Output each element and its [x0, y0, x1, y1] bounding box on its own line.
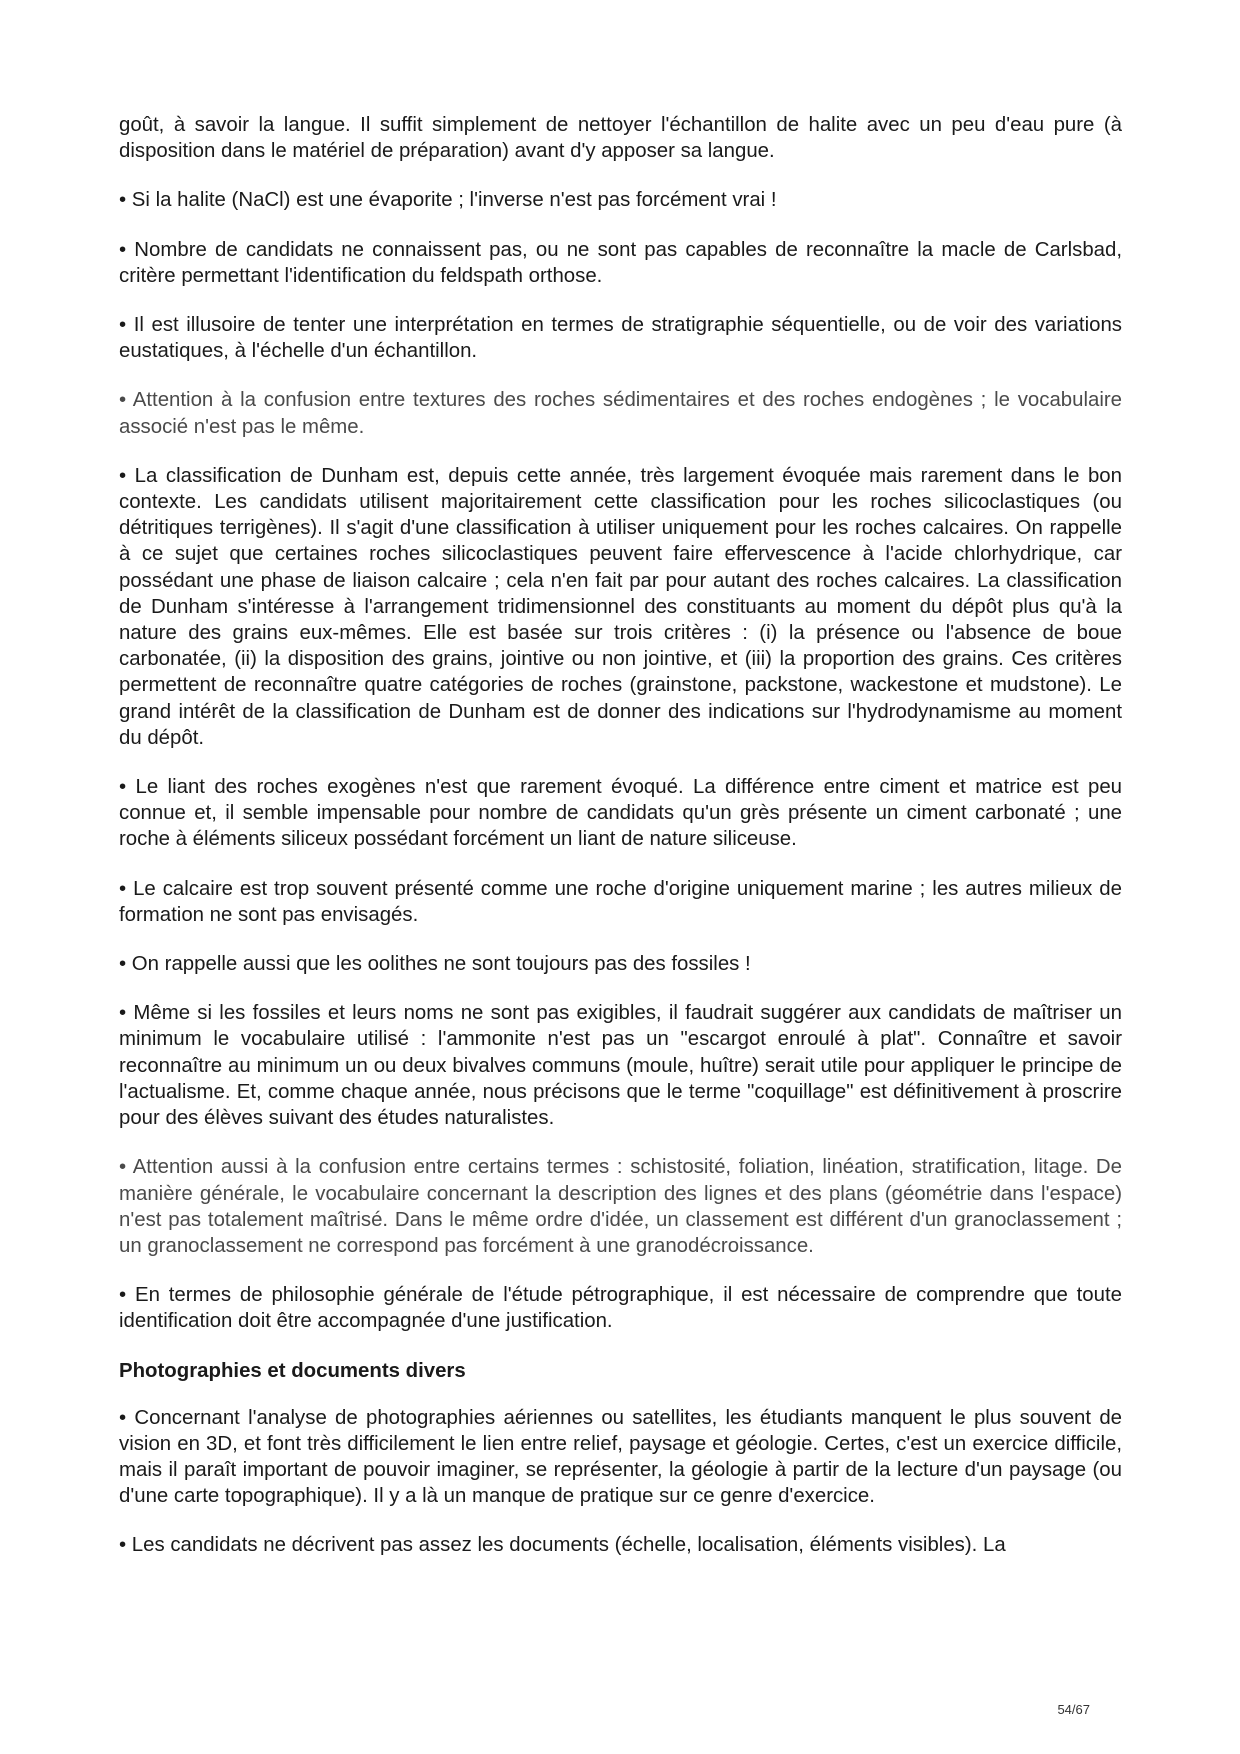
- paragraph-justification: • En termes de philosophie générale de l'étude pétrographique, il est nécessaire de comprendre que toute identification doit être accompagnée d'une justification.: [119, 1284, 1122, 1333]
- paragraph-document-description: • Les candidats ne décrivent pas assez les documents (échelle, localisation, éléments visibles). La: [119, 1534, 1006, 1557]
- paragraph-sequence-stratigraphy: • Il est illusoire de tenter une interprétation en termes de stratigraphie séquentielle, ou de voir des variations eustatiques, à l'échelle d'un échantillon.: [119, 314, 1122, 363]
- paragraph-exogenous-binder: • Le liant des roches exogènes n'est que rarement évoqué. La différence entre ciment et matrice est peu connue et, il semble impensable pour nombre de candidats qu'un grès présente un ciment carbonaté ; une roche à éléments siliceux possédant forcément un liant de nature siliceuse.: [119, 776, 1122, 851]
- document-page: [119, 112, 1122, 1582]
- paragraph-fossils-vocabulary: • Même si les fossiles et leurs noms ne sont pas exigibles, il faudrait suggérer aux candidats de maîtriser un minimum le vocabulaire utilisé : l'ammonite n'est pas un "escargot enroulé à plat". Connaître et savoir reconnaître au minimum un ou deux bivalves communs (moule, huître) serait utile pour appliquer le principe de l'actualisme. Et, comme chaque année, nous précisons que le terme "coquillage" est définitivement à proscrire pour des élèves suivant des études naturalistes.: [119, 1002, 1122, 1130]
- paragraph-halite-evaporite: • Si la halite (NaCl) est une évaporite ; l'inverse n'est pas forcément vrai !: [119, 189, 777, 212]
- paragraph-terms-confusion: • Attention aussi à la confusion entre certains termes : schistosité, foliation, linéation, stratification, litage. De manière générale, le vocabulaire concernant la description des lignes et des plans (géométrie dans l'espace) n'est pas totalement maîtrisé. Dans le même ordre d'idée, un classement est différent d'un granoclassement ; un granoclassement ne correspond pas forcément à une granodécroissance.: [119, 1156, 1122, 1257]
- paragraph-aerial-photographs: • Concernant l'analyse de photographies aériennes ou satellites, les étudiants manquent le plus souvent de vision en 3D, et font très difficilement le lien entre relief, paysage et géologie. Certes, c'est un exercice difficile, mais il paraît important de pouvoir imaginer, se représenter, la géologie à partir de la lecture d'un paysage (ou d'une carte topographique). Il y a là un manque de pratique sur ce genre d'exercice.: [119, 1406, 1122, 1508]
- paragraph-texture-confusion: • Attention à la confusion entre textures des roches sédimentaires et des roches endogènes ; le vocabulaire associé n'est pas le même.: [119, 389, 1122, 438]
- page-number: 54/67: [1057, 1702, 1090, 1717]
- paragraph-carlsbad-twin: • Nombre de candidats ne connaissent pas, ou ne sont pas capables de reconnaître la macle de Carlsbad, critère permettant l'identification du feldspath orthose.: [119, 238, 1122, 287]
- paragraph-dunham-classification: • La classification de Dunham est, depuis cette année, très largement évoquée mais rarement dans le bon contexte. Les candidats utilisent majoritairement cette classification pour les roches silicoclastiques (ou détritiques terrigènes). Il s'agit d'une classification à utiliser uniquement pour les roches calcaires. On rappelle à ce sujet que certaines roches silicoclastiques peuvent faire effervescence à l'acide chlorhydrique, car possédant une phase de liaison calcaire ; cela n'en fait par pour autant des roches calcaires. La classification de Dunham s'intéresse à l'arrangement tridimensionnel des constituants au moment du dépôt plus qu'à la nature des grains eux-mêmes. Elle est basée sur trois critères : (i) la présence ou l'absence de boue carbonatée, (ii) la disposition des grains, jointive ou non jointive, et (iii) la proportion des grains. Ces critères permettent de reconnaître quatre catégories de roches (grainstone, packstone, wackestone et mudstone). Le grand intérêt de la classification de Dunham est de donner des indications sur l'hydrodynamisme au moment du dépôt.: [119, 464, 1122, 749]
- paragraph-halite-taste: goût, à savoir la langue. Il suffit simplement de nettoyer l'échantillon de halite avec un peu d'eau pure (à disposition dans le matériel de préparation) avant d'y apposer sa langue.: [119, 114, 1122, 163]
- paragraph-limestone-origin: • Le calcaire est trop souvent présenté comme une roche d'origine uniquement marine ; les autres milieux de formation ne sont pas envisagés.: [119, 877, 1122, 926]
- paragraph-oolites: • On rappelle aussi que les oolithes ne sont toujours pas des fossiles !: [119, 953, 751, 976]
- section-heading: Photographies et documents divers: [119, 1359, 466, 1382]
